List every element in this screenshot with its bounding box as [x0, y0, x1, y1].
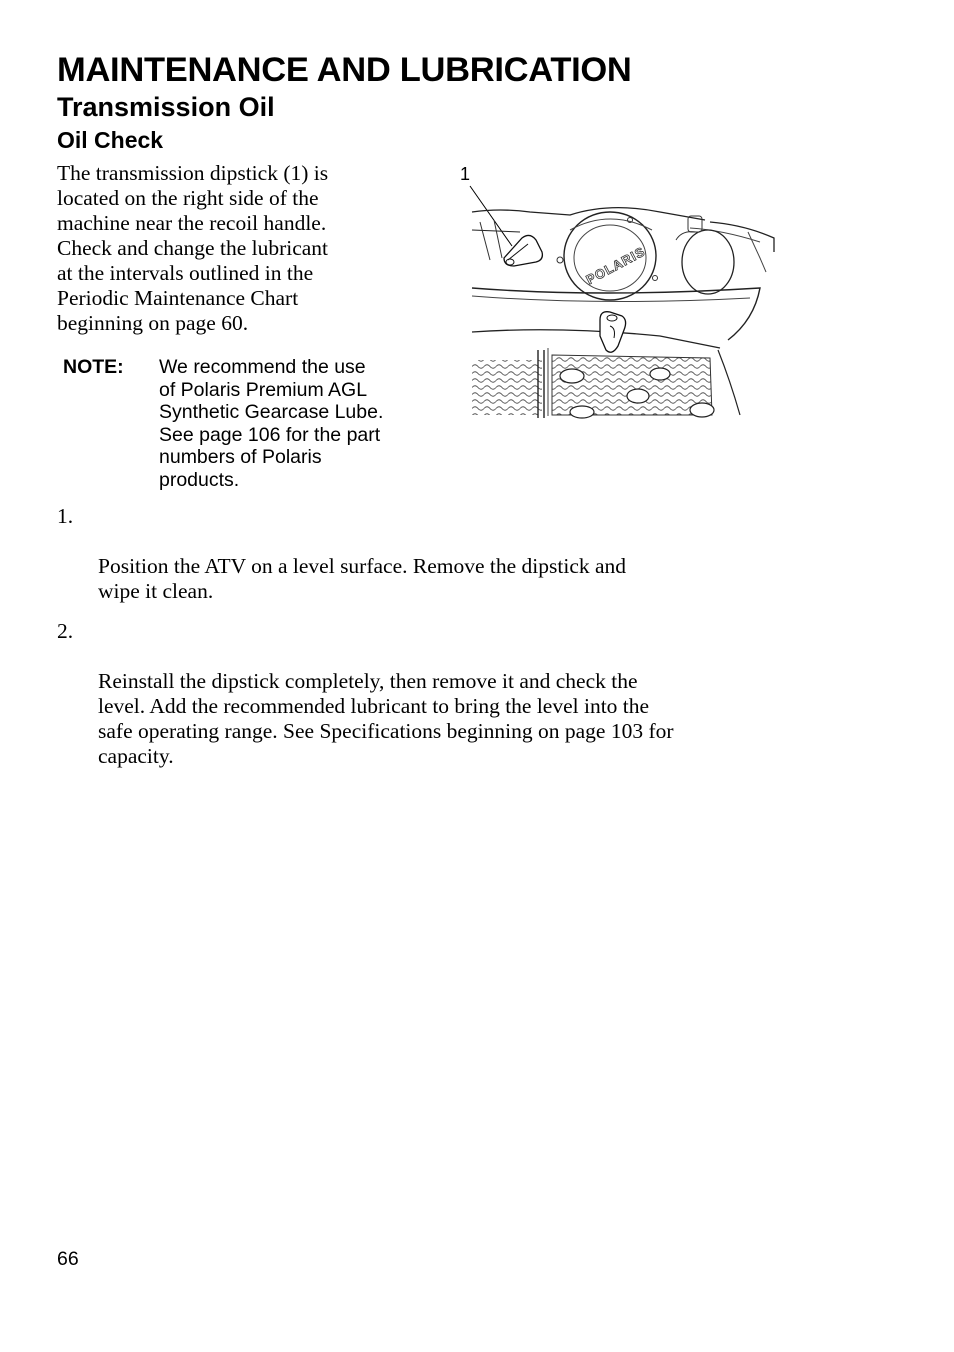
procedure-steps	[57, 504, 787, 784]
leader-line	[470, 186, 512, 246]
step-number: 1.	[57, 504, 74, 528]
subsection-heading: Oil Check	[57, 127, 164, 153]
step-text: Position the ATV on a level surface. Remove the dipstick and wipe it clean.	[98, 554, 627, 603]
callout-number: 1	[460, 164, 471, 184]
dipstick-illustration	[460, 160, 780, 422]
step-text: Reinstall the dipstick completely, then remove it and check the level. Add the recommended lubricant to bring the level into the safe operating range. See Specifications beginning on page 103 for capacity.	[98, 669, 674, 768]
atv-drawing	[460, 160, 780, 422]
polaris-logo: POLARIS	[583, 243, 648, 288]
section-heading: Transmission Oil	[57, 92, 275, 122]
intro-paragraph: The transmission dipstick (1) is located on the right side of the machine near the recoil handle. Check and change the lubricant at the intervals outlined in the Periodic Maintenance Chart beginning on page 60.	[57, 161, 329, 335]
step-item	[57, 504, 787, 604]
note-text: We recommend the use of Polaris Premium AGL Synthetic Gearcase Lube. See page 106 for the part numbers of Polaris products.	[159, 356, 384, 491]
page-number: 66	[57, 1248, 79, 1270]
page-title: MAINTENANCE AND LUBRICATION	[57, 51, 632, 89]
note-label: NOTE:	[63, 356, 124, 378]
step-item	[57, 619, 787, 769]
step-number: 2.	[57, 619, 74, 643]
